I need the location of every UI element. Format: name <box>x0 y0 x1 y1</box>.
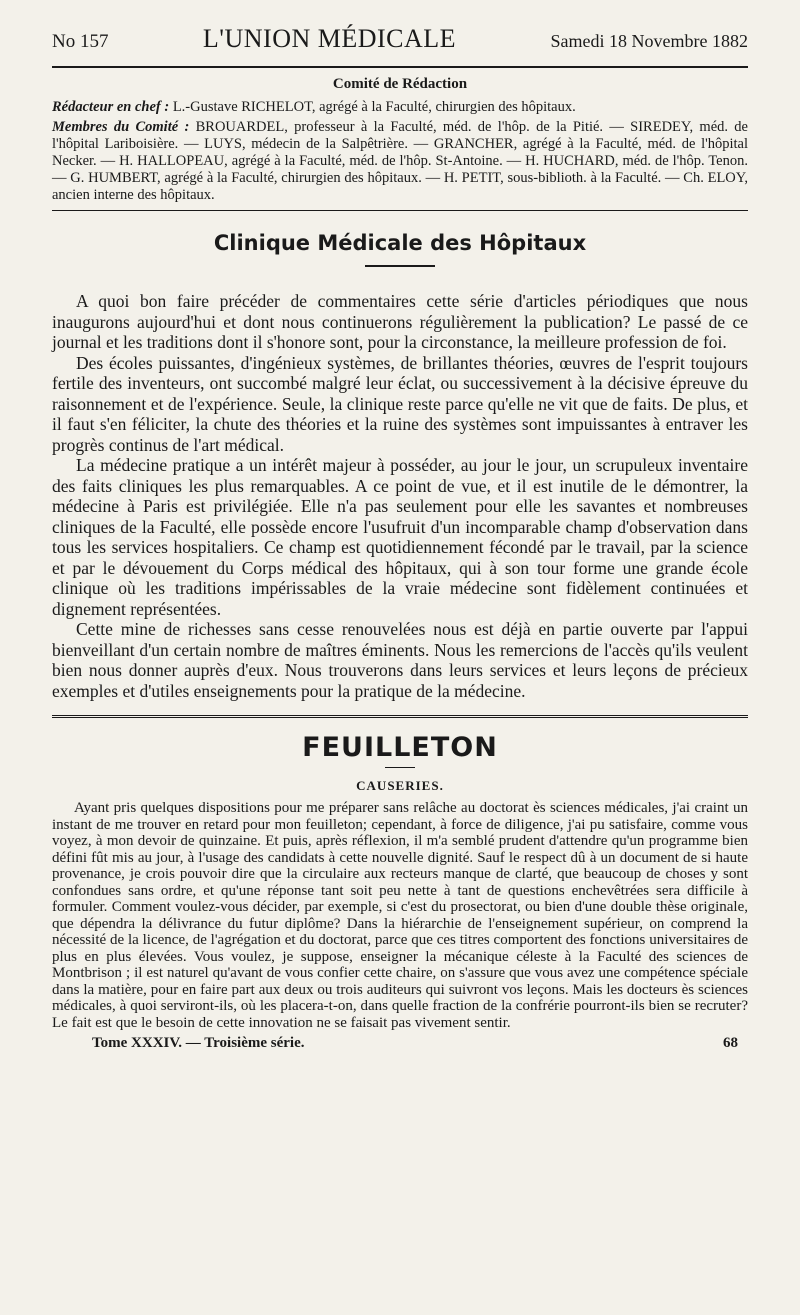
page-footer <box>52 1035 748 1052</box>
feuilleton-heading: FEUILLETON <box>302 732 498 763</box>
journal-title: L'UNION MÉDICALE <box>202 24 457 53</box>
feuilleton-paragraph: Ayant pris quelques dispositions pour me préparer sans relâche au doctorat ès sciences médicales, j'ai craint un instant de me trouver en retard pour mon feuilleton; cependant, à force de diligence, j'ai pu satisfaire, comme vous voyez, à mon devoir de quinzaine. Et puis, après réflexion, il m'a semblé prudent d'attendre qu'un programme bien défini fût mis au jour, à l'usage des candidats à cette nouvelle dignité. Sauf le respect dû à un document de si haute provenance, je crois pouvoir dire que la circulaire aux recteurs manque de clarté, que beaucoup de choses y sont confondues sans ordre, et qu'une réponse tant soit peu nette à tant de questions enchevêtrées sera difficile à formuler. Comment voulez-vous décider, par exemple, si c'est du prosectorat, ou bien d'une double thèse originale, que dépendra la délivrance du futur diplôme? Dans la hiérarchie de l'enseignement supérieur, on comprend la nécessité de la licence, de l'agrégation et du doctorat, parce que ces titres comportent des fonctions universitaires de plus en plus élevées. Vous voulez, je suppose, enseigner la mécanique céleste à la Faculté des sciences de Montbrison ; il est naturel qu'avant de vous confier cette chaire, on s'assure que vous avez une compétence spéciale dans la matière, pour en faire part aux deux ou trois auditeurs qui suivront vos leçons. Mais les docteurs ès sciences médicales, à quoi serviront-ils, où les placera-t-on, dans quelle fraction de la confrérie pourront-ils bien se recruter? Le fait est que le besoin de cette innovation ne se faisait pas vivement sentir. <box>52 800 748 1031</box>
volume-label: Tome XXXIV. — Troisième série. <box>92 1035 305 1051</box>
members-line <box>52 119 748 204</box>
clinique-paragraph: Des écoles puissantes, d'ingénieux systèmes, de brillantes théories, œuvres de l'esprit toujours fertile des inventeurs, ont succombé malgré leur éclat, ou successivement à la décisive épreuve du raisonnement et de l'expérience. Seule, la clinique reste parce qu'elle ne vit que de faits. De plus, et il faut s'en féliciter, la chute des théories et la ruine des systèmes sont impuissantes à entraver les progrès continus de l'art médical. <box>52 352 748 455</box>
committee-heading: Comité de Rédaction <box>332 76 468 92</box>
feuilleton-section <box>52 715 748 1031</box>
clinique-paragraph: A quoi bon faire précéder de commentaires cette série d'articles périodiques que nous inaugurons aujourd'hui et dont nous continuerons régulièrement la publication? Le passé de ce journal et les traditions dont il s'honore sont, pour la circonstance, la meilleure profession de foi. <box>52 291 748 352</box>
issue-date: Samedi 18 Novembre 1882 <box>550 31 748 51</box>
clinique-paragraph: La médecine pratique a un intérêt majeur à posséder, au jour le jour, un scrupuleux inventaire des faits cliniques les plus remarquables. A ce point de vue, et il est inutile de le démontrer, la médecine à Paris est privilégiée. Elle n'a pas seulement pour elle les savantes et nombreuses cliniques de la Faculté, elle possède encore l'usufruit d'un incomparable champ d'observation dans tous les services hospitaliers. Ce champ est quotidiennement fécondé par le travail, par la science et par le dévouement du Corps médical des hôpitaux, qui à son tour forme une grande école clinique où les traditions impérissables de la vraie médecine sont fidèlement continuées et dignement représentées. <box>52 455 748 619</box>
members-role: Membres du Comité : <box>52 119 190 135</box>
clinique-article <box>52 291 748 701</box>
committee-rule <box>52 210 748 211</box>
clinique-paragraph: Cette mine de richesses sans cesse renouvelées nous est déjà en partie ouverte par l'appui bienveillant d'un certain nombre de maîtres éminents. Nous les remercions de l'accès qu'ils veulent bien nous donner auprès d'eux. Nous trouverons dans leurs services et leurs leçons de précieux exemples et d'utiles enseignements pour la pratique de la médecine. <box>52 619 748 701</box>
members-text: BROUARDEL, professeur à la Faculté, méd. de l'hôp. de la Pitié. — SIREDEY, méd. de l'hôpital Lariboisière. — LUYS, médecin de la Salpêtrière. — GRANCHER, agrégé à la Faculté, méd. de l'hôpital Necker. — H. HALLOPEAU, agrégé à la Faculté, méd. de l'hôp. St-Antoine. — H. HUCHARD, méd. de l'hôp. Tenon. — G. HUMBERT, agrégé à la Faculté, chirurgien des hôpitaux. — H. PETIT, sous-biblioth. à la Faculté. — Ch. ELOY, ancien interne des hôpitaux. <box>52 119 748 203</box>
editor-text: L.-Gustave RICHELOT, agrégé à la Faculté, chirurgien des hôpitaux. <box>172 99 576 115</box>
editor-line <box>52 99 748 116</box>
feuilleton-short-rule <box>385 767 415 768</box>
clinique-rule <box>365 265 435 267</box>
header-rule <box>52 66 748 68</box>
running-head <box>52 24 748 64</box>
folio-number: 68 <box>723 1035 738 1051</box>
committee-block <box>52 99 748 204</box>
clinique-heading: Clinique Médicale des Hôpitaux <box>213 231 587 255</box>
feuilleton-rule <box>52 715 748 720</box>
editor-role: Rédacteur en chef : <box>52 99 170 115</box>
page-number: No 157 <box>52 31 109 52</box>
feuilleton-article <box>52 800 748 1031</box>
feuilleton-subheading: CAUSERIES. <box>356 778 444 793</box>
